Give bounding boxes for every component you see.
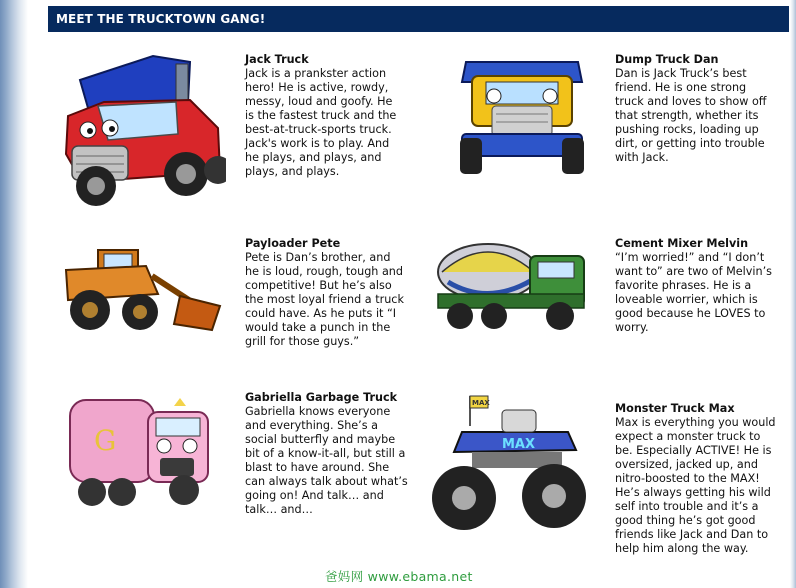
character-name: Monster Truck Max: [615, 402, 735, 415]
character-description: Gabriella knows everyone and everything. She’s a social butterfly and maybe bit of a know-it-all, but still a blast to have around. She can always talk about what’s going on! And talk… and talk… and…: [245, 405, 408, 516]
character-name: Payloader Pete: [245, 237, 341, 250]
character-card-jack-truck: [58, 50, 418, 210]
character-name: Cement Mixer Melvin: [615, 237, 749, 250]
character-card-payloader-pete: [62, 236, 422, 356]
monster-flag-text: MAX: [472, 399, 490, 407]
character-description: “I’m worried!” and “I don’t want to” are two of Melvin’s favorite phrases. He is a loveable worrier, which is good because he LOVES to worry.: [615, 251, 772, 334]
right-page-border: [790, 0, 796, 588]
character-name: Gabriella Garbage Truck: [245, 391, 398, 404]
character-card-cement-mixer-melvin: [432, 236, 782, 346]
character-description: Jack is a prankster action hero! He is active, rowdy, messy, loud and goofy. He is the fastest truck and the best-at-truck-sports truck. Jack's work is to play. And he plays, and plays, and plays, and plays.: [245, 67, 397, 178]
character-name: Jack Truck: [245, 53, 309, 66]
section-title: MEET THE TRUCKTOWN GANG!: [48, 6, 789, 32]
left-page-border: [0, 0, 28, 588]
character-card-dump-truck-dan: [452, 52, 782, 192]
orange-payloader-icon: [62, 236, 222, 336]
character-name: Dump Truck Dan: [615, 53, 719, 66]
character-card-gabriella-garbage-truck: [64, 390, 424, 520]
green-cement-mixer-icon: [432, 236, 590, 332]
monster-decal-text: MAX: [502, 437, 536, 452]
character-description: Dan is Jack Truck’s best friend. He is one strong truck and loves to show off that strength, whether its pushing rocks, loading up dirt, or getting into trouble with Jack.: [615, 67, 767, 164]
character-card-monster-truck-max: [432, 392, 782, 562]
red-truck-icon: [58, 50, 226, 208]
pink-garbage-truck-icon: [64, 390, 214, 512]
site-watermark: 爸妈网 www.ebama.net: [325, 569, 473, 584]
character-description: Max is everything you would expect a monster truck to be. Especially ACTIVE! He is oversized, jacked up, and nitro-boosted to the MAX! He’s always getting his wild self into trouble and it’s a good thing he’s got good friends like Jack and Dan to help him along the way.: [615, 416, 776, 555]
gabriella-decal: G: [94, 424, 117, 457]
character-description: Pete is Dan’s brother, and he is loud, rough, tough and competitive! But he’s also the most loyal friend a truck could have. As he puts it “I would take a punch in the grill for those guys.”: [245, 251, 404, 348]
blue-dump-truck-icon: [452, 52, 592, 182]
monster-truck-icon: [432, 392, 590, 542]
